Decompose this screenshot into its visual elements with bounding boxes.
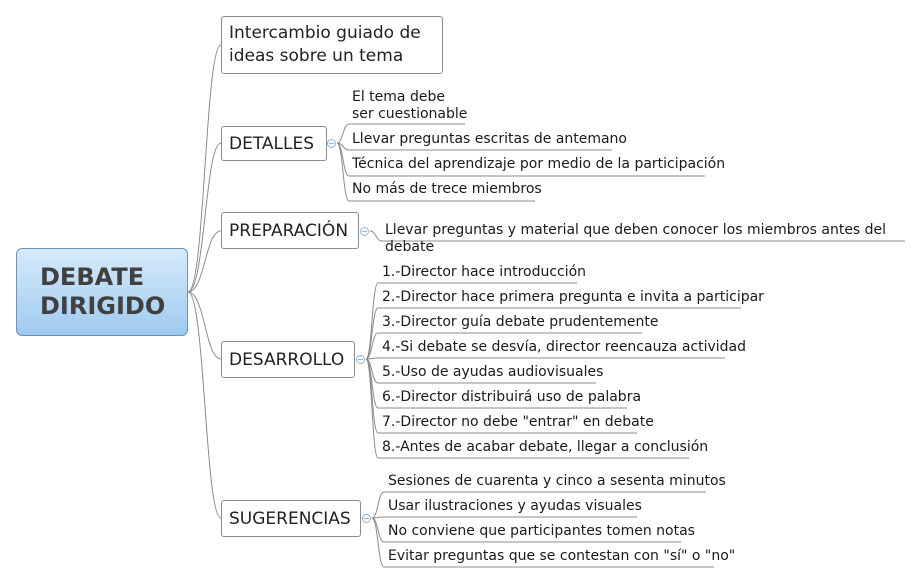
topic-definition[interactable]: [221, 16, 443, 74]
desarrollo-item[interactable]: 3.-Director guía debate prudentemente: [382, 314, 659, 330]
detalles-item[interactable]: Llevar preguntas escritas de antemano: [352, 131, 627, 147]
connector-root-desarrollo: [188, 292, 221, 359]
detalles-item[interactable]: El tema debe ser cuestionable: [352, 89, 468, 122]
connector-root-detalles: [188, 143, 221, 292]
topic-desarrollo[interactable]: [221, 341, 355, 378]
collapse-toggle-icon[interactable]: [362, 514, 371, 523]
topic-desarrollo-label: DESARROLLO: [229, 349, 345, 370]
detalles-item[interactable]: No más de trece miembros: [352, 181, 542, 197]
desarrollo-item[interactable]: 4.-Si debate se desvía, director reencauza actividad: [382, 339, 747, 355]
topic-definition-label: Intercambio guiado de ideas sobre un tema: [229, 23, 421, 66]
collapse-toggle-icon[interactable]: [356, 355, 365, 364]
topic-preparacion[interactable]: [221, 212, 359, 249]
collapse-toggle-icon[interactable]: [327, 139, 336, 148]
connector-root-definition: [188, 45, 221, 292]
desarrollo-item[interactable]: 7.-Director no debe "entrar" en debate: [382, 414, 654, 430]
central-topic-label: DEBATE DIRIGIDO: [40, 263, 166, 320]
desarrollo-item[interactable]: 5.-Uso de ayudas audiovisuales: [382, 364, 604, 380]
sugerencias-item[interactable]: No conviene que participantes tomen notas: [388, 523, 695, 539]
topic-sugerencias-label: SUGERENCIAS: [229, 508, 351, 529]
sugerencias-item[interactable]: Evitar preguntas que se contestan con "sí" o "no": [388, 548, 736, 564]
topic-preparacion-label: PREPARACIÓN: [229, 220, 349, 241]
topic-detalles-label: DETALLES: [229, 133, 314, 154]
preparacion-item[interactable]: Llevar preguntas y material que deben conocer los miembros antes del debate: [385, 222, 887, 255]
sugerencias-item[interactable]: Usar ilustraciones y ayudas visuales: [388, 498, 642, 514]
central-topic[interactable]: [16, 248, 188, 336]
underline-desarrollo-3: [366, 358, 725, 359]
desarrollo-item[interactable]: 1.-Director hace introducción: [382, 264, 587, 280]
desarrollo-item[interactable]: 8.-Antes de acabar debate, llegar a conclusión: [382, 439, 709, 455]
topic-detalles[interactable]: [221, 126, 327, 161]
detalles-item[interactable]: Técnica del aprendizaje por medio de la participación: [352, 156, 726, 172]
desarrollo-item[interactable]: 2.-Director hace primera pregunta e invita a participar: [382, 289, 764, 305]
collapse-toggle-icon[interactable]: [360, 227, 369, 236]
topic-sugerencias[interactable]: [221, 500, 361, 537]
underline-sugerencias-1: [372, 517, 637, 518]
desarrollo-item[interactable]: 6.-Director distribuirá uso de palabra: [382, 389, 642, 405]
sugerencias-item[interactable]: Sesiones de cuarenta y cinco a sesenta minutos: [388, 473, 726, 489]
